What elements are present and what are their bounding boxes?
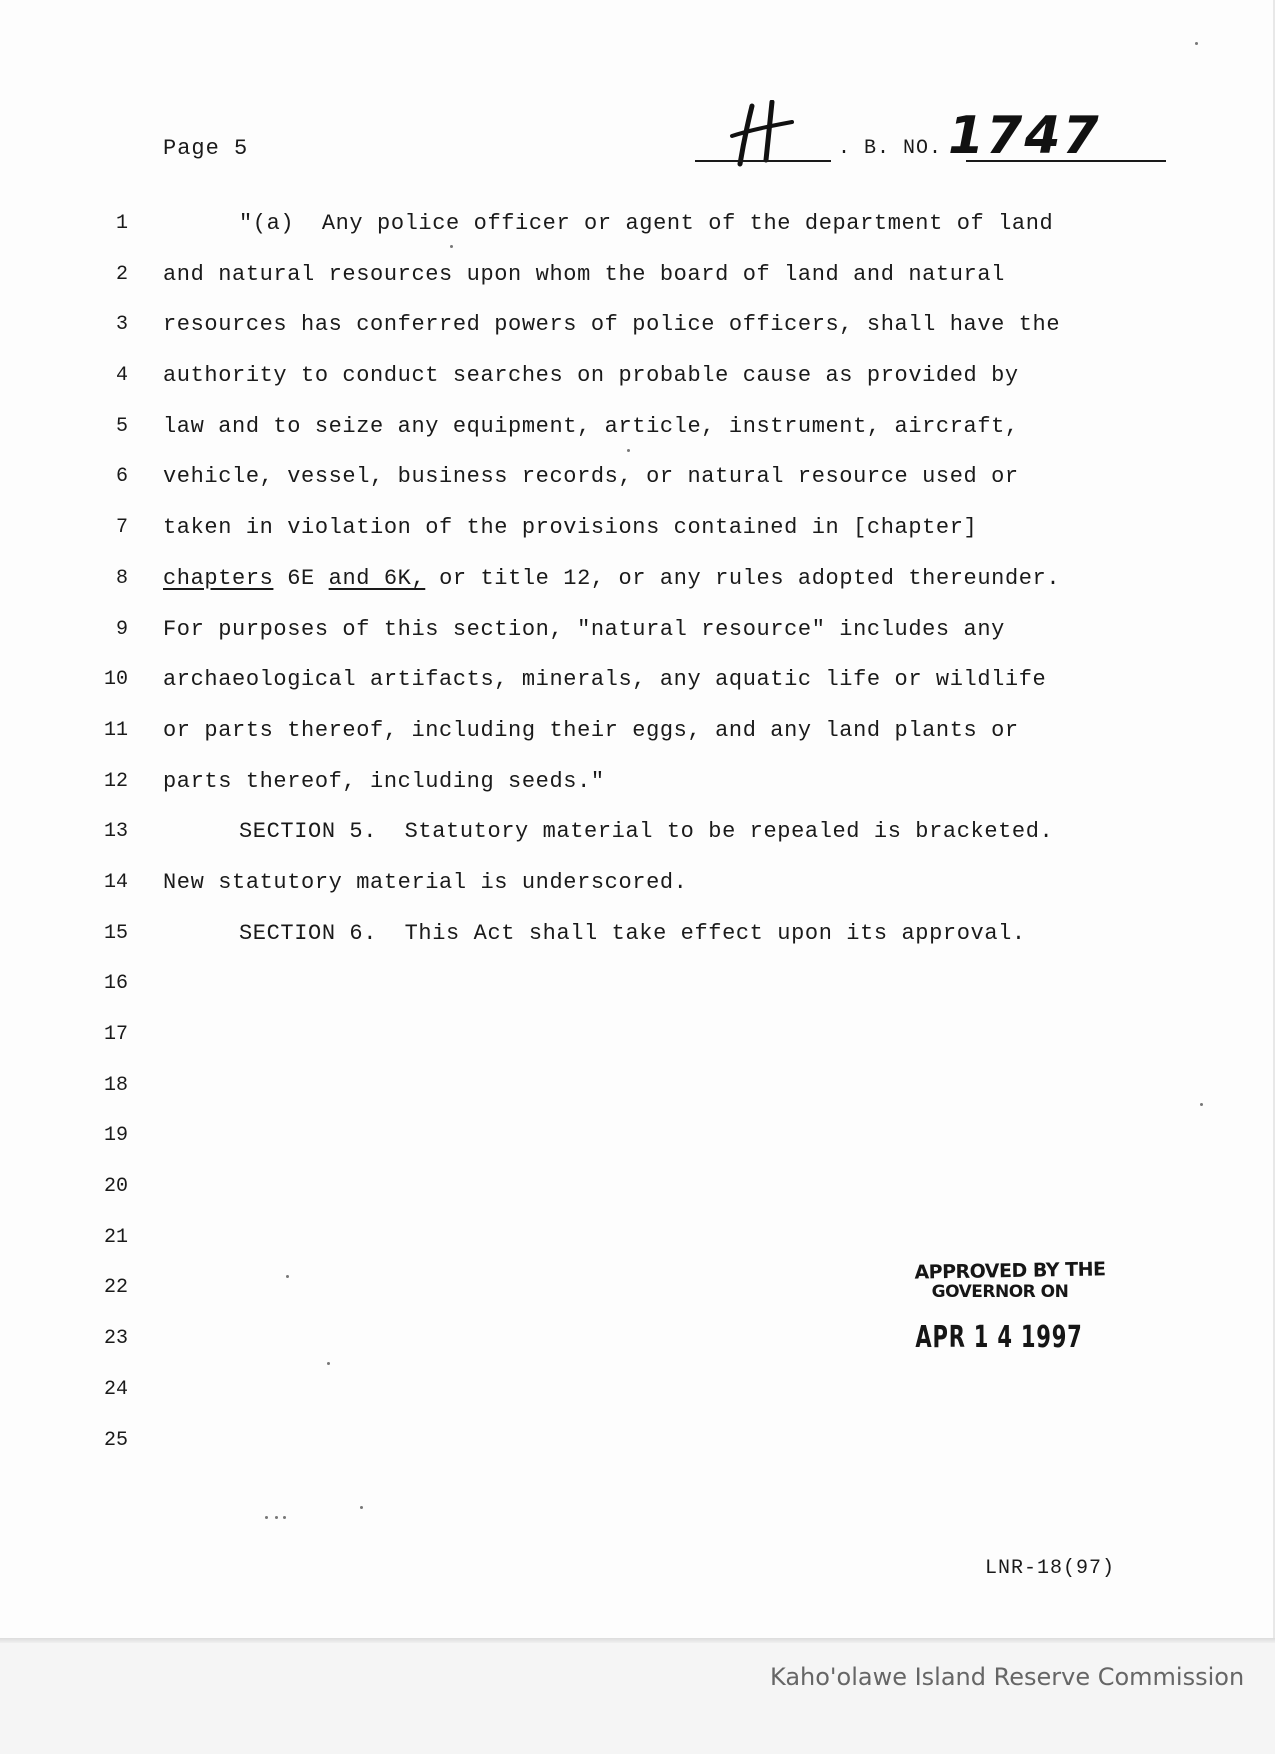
line-number: 25 xyxy=(103,1428,128,1452)
text-line: For purposes of this section, "natural resource" includes any xyxy=(163,616,1005,642)
text-line: resources has conferred powers of police officers, shall have the xyxy=(163,312,1061,338)
stamp-line-1: APPROVED BY THE xyxy=(914,1258,1106,1284)
archive-credit: Kaho'olawe Island Reserve Commission xyxy=(770,1663,1245,1691)
bill-number-underline xyxy=(966,160,1166,162)
line-number: 4 xyxy=(115,364,128,388)
line-number: 12 xyxy=(103,769,128,793)
handwritten-chamber-h xyxy=(726,100,796,168)
line-number: 13 xyxy=(103,820,128,844)
line-number: 23 xyxy=(103,1327,128,1351)
line-number: 6 xyxy=(115,465,128,489)
text-span: 6E xyxy=(273,565,329,591)
line-number: 22 xyxy=(103,1276,128,1300)
scan-speck xyxy=(327,1362,330,1365)
line-number: 14 xyxy=(103,870,128,894)
scan-speck xyxy=(286,1275,289,1278)
stamp-date: APR 1 4 1997 xyxy=(915,1320,1083,1355)
line-number: 20 xyxy=(103,1175,128,1199)
scan-speck xyxy=(275,1516,278,1519)
underscored-insertion: chapters xyxy=(163,565,274,591)
scan-speck xyxy=(360,1506,363,1509)
text-line: or parts thereof, including their eggs, and any land plants or xyxy=(163,717,1019,743)
text-line: vehicle, vessel, business records, or natural resource used or xyxy=(163,464,1019,490)
line-number: 21 xyxy=(103,1225,128,1249)
form-code: LNR-18(97) xyxy=(985,1557,1116,1580)
scan-speck xyxy=(265,1516,268,1519)
page-label: Page 5 xyxy=(163,136,249,161)
bill-number-field xyxy=(690,100,1165,166)
text-line: and natural resources upon whom the board of land and natural xyxy=(163,261,1005,287)
scan-speck xyxy=(283,1516,286,1519)
line-number: 1 xyxy=(115,212,128,235)
line-number: 24 xyxy=(103,1377,128,1401)
line-number: 8 xyxy=(115,566,128,590)
archive-footer xyxy=(0,1643,1275,1754)
text-line xyxy=(163,561,1163,612)
line-number: 18 xyxy=(103,1073,128,1097)
line-number: 9 xyxy=(115,617,128,641)
text-line: archaeological artifacts, minerals, any aquatic life or wildlife xyxy=(163,667,1047,693)
section-6-text: SECTION 6. This Act shall take effect upon its approval. xyxy=(239,920,1026,946)
text-line: taken in violation of the provisions contained in [chapter] xyxy=(163,515,978,541)
text-line: law and to seize any equipment, article, instrument, aircraft, xyxy=(163,413,1019,439)
text-line: "(a) Any police officer or agent of the department of land xyxy=(239,211,1054,236)
scan-speck xyxy=(450,245,453,248)
line-number: 17 xyxy=(103,1023,128,1046)
line-number: 16 xyxy=(103,972,128,996)
line-number: 5 xyxy=(115,414,128,438)
scan-speck xyxy=(1195,42,1198,45)
line-number: 15 xyxy=(103,921,128,945)
line-number: 10 xyxy=(103,668,128,692)
text-line: authority to conduct searches on probable cause as provided by xyxy=(163,363,1019,389)
stamp-line-2: GOVERNOR ON xyxy=(931,1282,1069,1302)
line-number: 2 xyxy=(115,262,128,286)
line-number: 3 xyxy=(115,313,128,337)
line-number-column xyxy=(88,206,128,1473)
governor-approval-stamp xyxy=(905,1260,1115,1355)
bill-number-label: . B. NO. xyxy=(838,137,943,160)
text-line: New statutory material is underscored. xyxy=(163,869,688,895)
line-number: 7 xyxy=(115,516,128,540)
line-number: 19 xyxy=(103,1124,128,1148)
scan-speck xyxy=(627,449,630,452)
bill-body-text xyxy=(163,206,1163,966)
text-span: or title 12, or any rules adopted thereunder. xyxy=(425,565,1061,591)
underscored-insertion: and 6K, xyxy=(328,565,426,591)
section-5-text: SECTION 5. Statutory material to be repealed is bracketed. xyxy=(239,819,1054,845)
handwritten-bill-number: 1747 xyxy=(948,106,1101,166)
scan-speck xyxy=(1200,1103,1203,1106)
chamber-underline xyxy=(695,160,831,162)
line-number: 11 xyxy=(103,718,128,742)
text-line: parts thereof, including seeds." xyxy=(163,768,605,794)
